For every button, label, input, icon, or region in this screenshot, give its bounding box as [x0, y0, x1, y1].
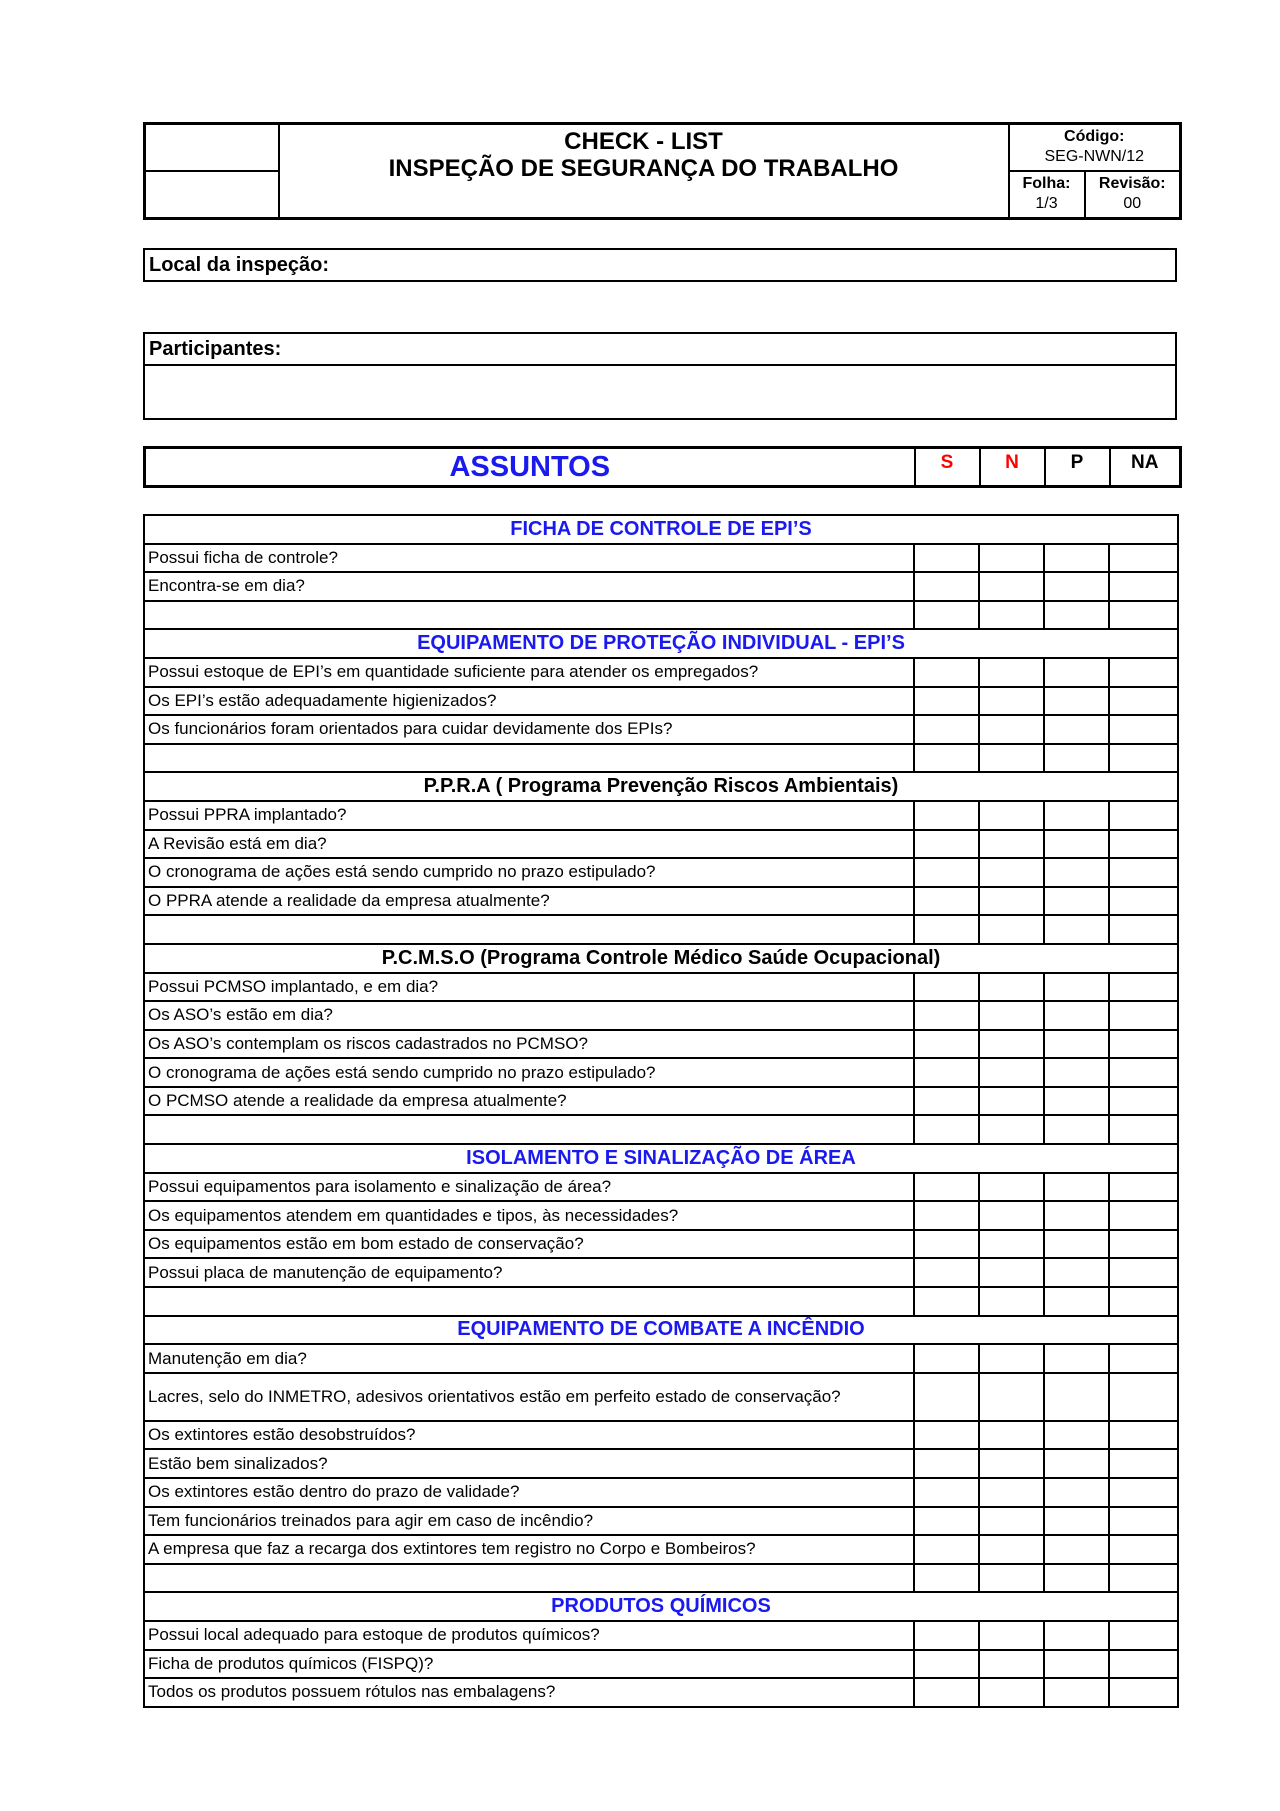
answer-cell-na[interactable]: [1109, 1373, 1178, 1421]
answer-cell-na[interactable]: [1109, 658, 1178, 687]
question-text: Os ASO’s estão em dia?: [144, 1001, 914, 1030]
assuntos-title: ASSUNTOS: [145, 448, 915, 487]
checklist-row: [144, 1507, 1178, 1536]
checklist-row: [144, 1058, 1178, 1087]
question-text: Ficha de produtos químicos (FISPQ)?: [144, 1650, 914, 1679]
assuntos-header: [143, 446, 1182, 488]
answer-cell-n[interactable]: [979, 973, 1044, 1002]
answer-cell-p[interactable]: [1044, 973, 1109, 1002]
checklist-row: [144, 801, 1178, 830]
answer-cell-p[interactable]: [1044, 1507, 1109, 1536]
question-text: Manutenção em dia?: [144, 1344, 914, 1373]
answer-cell-p: [1044, 744, 1109, 773]
answer-cell-p[interactable]: [1044, 1173, 1109, 1202]
answer-cell-n[interactable]: [979, 801, 1044, 830]
answer-cell-n: [979, 1115, 1044, 1144]
answer-cell-na[interactable]: [1109, 1030, 1178, 1059]
question-text: Estão bem sinalizados?: [144, 1449, 914, 1478]
answer-cell-p[interactable]: [1044, 1201, 1109, 1230]
checklist-row: [144, 1087, 1178, 1116]
answer-cell-s[interactable]: [914, 1421, 979, 1450]
answer-cell-n[interactable]: [979, 1621, 1044, 1650]
answer-cell-s: [914, 915, 979, 944]
section-header: [144, 944, 1178, 973]
question-text: Os ASO’s contemplam os riscos cadastrados no PCMSO?: [144, 1030, 914, 1059]
checklist-row: [144, 1449, 1178, 1478]
column-na: NA: [1110, 448, 1181, 487]
blank-cell: [144, 1287, 914, 1316]
answer-cell-p[interactable]: [1044, 801, 1109, 830]
answer-cell-p[interactable]: [1044, 658, 1109, 687]
question-text: Possui local adequado para estoque de produtos químicos?: [144, 1621, 914, 1650]
answer-cell-p: [1044, 1287, 1109, 1316]
answer-cell-n[interactable]: [979, 658, 1044, 687]
answer-cell-na[interactable]: [1109, 1421, 1178, 1450]
blank-cell: [144, 1115, 914, 1144]
answer-cell-p[interactable]: [1044, 1230, 1109, 1259]
checklist-table: [143, 514, 1179, 1708]
answer-cell-s[interactable]: [914, 1201, 979, 1230]
answer-cell-p[interactable]: [1044, 887, 1109, 916]
answer-cell-n[interactable]: [979, 1230, 1044, 1259]
answer-cell-p: [1044, 601, 1109, 630]
answer-cell-p[interactable]: [1044, 715, 1109, 744]
answer-cell-na[interactable]: [1109, 830, 1178, 859]
answer-cell-na[interactable]: [1109, 1058, 1178, 1087]
answer-cell-n[interactable]: [979, 887, 1044, 916]
checklist-row: [144, 1678, 1178, 1707]
answer-cell-s[interactable]: [914, 544, 979, 573]
answer-cell-n: [979, 1564, 1044, 1593]
question-text: Encontra-se em dia?: [144, 572, 914, 601]
checklist-row: [144, 1373, 1178, 1421]
local-inspecao-label: Local da inspeção:: [149, 254, 330, 276]
answer-cell-s[interactable]: [914, 572, 979, 601]
checklist-row: [144, 1030, 1178, 1059]
answer-cell-na[interactable]: [1109, 544, 1178, 573]
answer-cell-s[interactable]: [914, 1507, 979, 1536]
answer-cell-s: [914, 1115, 979, 1144]
answer-cell-p: [1044, 1115, 1109, 1144]
answer-cell-na: [1109, 1287, 1178, 1316]
title-cell: [279, 124, 1009, 182]
question-text: Os EPI’s estão adequadamente higienizados?: [144, 687, 914, 716]
blank-cell: [144, 601, 914, 630]
participantes-header: [145, 334, 1175, 366]
document-header: [143, 122, 1182, 220]
blank-row: [144, 915, 1178, 944]
answer-cell-n[interactable]: [979, 687, 1044, 716]
answer-cell-na: [1109, 1564, 1178, 1593]
answer-cell-n: [979, 744, 1044, 773]
answer-cell-s[interactable]: [914, 1058, 979, 1087]
checklist-row: [144, 1421, 1178, 1450]
checklist-row: [144, 1478, 1178, 1507]
answer-cell-s[interactable]: [914, 1535, 979, 1564]
question-text: O cronograma de ações está sendo cumprido no prazo estipulado?: [144, 858, 914, 887]
question-text: O PPRA atende a realidade da empresa atualmente?: [144, 887, 914, 916]
answer-cell-n[interactable]: [979, 830, 1044, 859]
answer-cell-s[interactable]: [914, 1258, 979, 1287]
document-subtitle: INSPEÇÃO DE SEGURANÇA DO TRABALHO: [388, 155, 899, 182]
answer-cell-na[interactable]: [1109, 1344, 1178, 1373]
answer-cell-na[interactable]: [1109, 1173, 1178, 1202]
checklist-row: [144, 1621, 1178, 1650]
answer-cell-s: [914, 1564, 979, 1593]
answer-cell-na[interactable]: [1109, 1621, 1178, 1650]
section-title: FICHA DE CONTROLE DE EPI’S: [144, 515, 1178, 544]
blank-row: [144, 1564, 1178, 1593]
answer-cell-na[interactable]: [1109, 1650, 1178, 1679]
answer-cell-p[interactable]: [1044, 687, 1109, 716]
answer-cell-n: [979, 915, 1044, 944]
answer-cell-p[interactable]: [1044, 1001, 1109, 1030]
column-n: N: [980, 448, 1045, 487]
answer-cell-n[interactable]: [979, 1001, 1044, 1030]
section-header: [144, 1316, 1178, 1345]
checklist-row: [144, 1201, 1178, 1230]
column-p: P: [1045, 448, 1110, 487]
answer-cell-s[interactable]: [914, 973, 979, 1002]
folha-value: 1/3: [1035, 195, 1058, 213]
section-header: [144, 1144, 1178, 1173]
section-title: EQUIPAMENTO DE COMBATE A INCÊNDIO: [144, 1316, 1178, 1345]
answer-cell-n[interactable]: [979, 1373, 1044, 1421]
answer-cell-p[interactable]: [1044, 1058, 1109, 1087]
answer-cell-p[interactable]: [1044, 544, 1109, 573]
question-text: Os extintores estão dentro do prazo de validade?: [144, 1478, 914, 1507]
blank-row: [144, 1287, 1178, 1316]
codigo-cell: [1009, 124, 1181, 171]
participantes-box[interactable]: [143, 332, 1177, 420]
answer-cell-n[interactable]: [979, 1678, 1044, 1707]
question-text: O cronograma de ações está sendo cumprido no prazo estipulado?: [144, 1058, 914, 1087]
blank-cell: [144, 744, 914, 773]
answer-cell-s[interactable]: [914, 1621, 979, 1650]
answer-cell-s[interactable]: [914, 1373, 979, 1421]
folha-label: Folha:: [1022, 175, 1071, 193]
blank-cell: [144, 915, 914, 944]
answer-cell-n[interactable]: [979, 1173, 1044, 1202]
answer-cell-p[interactable]: [1044, 1087, 1109, 1116]
question-text: Possui PPRA implantado?: [144, 801, 914, 830]
answer-cell-s[interactable]: [914, 1087, 979, 1116]
checklist-row: [144, 572, 1178, 601]
answer-cell-na[interactable]: [1109, 1201, 1178, 1230]
answer-cell-s[interactable]: [914, 858, 979, 887]
answer-cell-p[interactable]: [1044, 830, 1109, 859]
checklist-row: [144, 1650, 1178, 1679]
section-title: PRODUTOS QUÍMICOS: [144, 1592, 1178, 1621]
answer-cell-na[interactable]: [1109, 1258, 1178, 1287]
answer-cell-na[interactable]: [1109, 715, 1178, 744]
answer-cell-n[interactable]: [979, 715, 1044, 744]
answer-cell-s[interactable]: [914, 1173, 979, 1202]
answer-cell-p[interactable]: [1044, 572, 1109, 601]
question-text: Lacres, selo do INMETRO, adesivos orientativos estão em perfeito estado de conservação?: [144, 1373, 914, 1421]
checklist-row: [144, 973, 1178, 1002]
answer-cell-s[interactable]: [914, 1678, 979, 1707]
answer-cell-na[interactable]: [1109, 1087, 1178, 1116]
revisao-value: 00: [1123, 195, 1142, 213]
answer-cell-n[interactable]: [979, 1449, 1044, 1478]
blank-cell: [144, 1564, 914, 1593]
checklist-row: [144, 1001, 1178, 1030]
answer-cell-n[interactable]: [979, 1650, 1044, 1679]
question-text: Os extintores estão desobstruídos?: [144, 1421, 914, 1450]
section-header: [144, 515, 1178, 544]
question-text: Possui ficha de controle?: [144, 544, 914, 573]
question-text: Os equipamentos atendem em quantidades e tipos, às necessidades?: [144, 1201, 914, 1230]
checklist-row: [144, 687, 1178, 716]
answer-cell-s[interactable]: [914, 1478, 979, 1507]
blank-row: [144, 744, 1178, 773]
answer-cell-p: [1044, 915, 1109, 944]
answer-cell-s[interactable]: [914, 887, 979, 916]
checklist-row: [144, 887, 1178, 916]
answer-cell-n[interactable]: [979, 1201, 1044, 1230]
section-title: P.C.M.S.O (Programa Controle Médico Saúde Ocupacional): [144, 944, 1178, 973]
answer-cell-s: [914, 744, 979, 773]
question-text: Os funcionários foram orientados para cuidar devidamente dos EPIs?: [144, 715, 914, 744]
local-inspecao-box[interactable]: [143, 248, 1177, 282]
answer-cell-p[interactable]: [1044, 1650, 1109, 1679]
answer-cell-na[interactable]: [1109, 1507, 1178, 1536]
question-text: Possui estoque de EPI’s em quantidade suficiente para atender os empregados?: [144, 658, 914, 687]
checklist-row: [144, 1173, 1178, 1202]
section-title: P.P.R.A ( Programa Prevenção Riscos Ambientais): [144, 772, 1178, 801]
participantes-label: Participantes:: [149, 338, 282, 360]
checklist-row: [144, 830, 1178, 859]
codigo-label: Código:: [1064, 128, 1125, 146]
question-text: Todos os produtos possuem rótulos nas embalagens?: [144, 1678, 914, 1707]
checklist-row: [144, 544, 1178, 573]
answer-cell-na[interactable]: [1109, 1478, 1178, 1507]
answer-cell-n[interactable]: [979, 1535, 1044, 1564]
blank-row: [144, 601, 1178, 630]
answer-cell-na: [1109, 601, 1178, 630]
section-title: ISOLAMENTO E SINALIZAÇÃO DE ÁREA: [144, 1144, 1178, 1173]
question-text: Tem funcionários treinados para agir em caso de incêndio?: [144, 1507, 914, 1536]
question-text: O PCMSO atende a realidade da empresa atualmente?: [144, 1087, 914, 1116]
answer-cell-na[interactable]: [1109, 572, 1178, 601]
checklist-row: [144, 1258, 1178, 1287]
section-header: [144, 772, 1178, 801]
answer-cell-s[interactable]: [914, 658, 979, 687]
answer-cell-p[interactable]: [1044, 1621, 1109, 1650]
answer-cell-na[interactable]: [1109, 1001, 1178, 1030]
answer-cell-na[interactable]: [1109, 1230, 1178, 1259]
question-text: Possui PCMSO implantado, e em dia?: [144, 973, 914, 1002]
answer-cell-s[interactable]: [914, 1230, 979, 1259]
checklist-row: [144, 858, 1178, 887]
question-text: Possui placa de manutenção de equipamento?: [144, 1258, 914, 1287]
folha-cell: [1009, 171, 1085, 219]
answer-cell-n: [979, 601, 1044, 630]
answer-cell-s[interactable]: [914, 830, 979, 859]
answer-cell-p[interactable]: [1044, 1258, 1109, 1287]
answer-cell-p[interactable]: [1044, 1535, 1109, 1564]
answer-cell-s[interactable]: [914, 1449, 979, 1478]
answer-cell-n[interactable]: [979, 1087, 1044, 1116]
blank-row: [144, 1115, 1178, 1144]
answer-cell-na: [1109, 1115, 1178, 1144]
answer-cell-na[interactable]: [1109, 687, 1178, 716]
question-text: A empresa que faz a recarga dos extintores tem registro no Corpo e Bombeiros?: [144, 1535, 914, 1564]
answer-cell-p[interactable]: [1044, 858, 1109, 887]
answer-cell-p[interactable]: [1044, 1478, 1109, 1507]
answer-cell-s[interactable]: [914, 1001, 979, 1030]
checklist-row: [144, 1535, 1178, 1564]
section-header: [144, 1592, 1178, 1621]
answer-cell-n[interactable]: [979, 858, 1044, 887]
answer-cell-na[interactable]: [1109, 1535, 1178, 1564]
answer-cell-p[interactable]: [1044, 1373, 1109, 1421]
answer-cell-n[interactable]: [979, 1421, 1044, 1450]
document-title: CHECK - LIST: [564, 128, 723, 155]
logo-cell: [145, 124, 279, 171]
codigo-value: SEG-NWN/12: [1044, 148, 1145, 166]
answer-cell-p[interactable]: [1044, 1421, 1109, 1450]
revisao-cell: [1085, 171, 1181, 219]
logo-cell-lower: [145, 171, 279, 219]
answer-cell-s[interactable]: [914, 801, 979, 830]
answer-cell-s[interactable]: [914, 1030, 979, 1059]
answer-cell-na[interactable]: [1109, 887, 1178, 916]
answer-cell-n[interactable]: [979, 1258, 1044, 1287]
answer-cell-p[interactable]: [1044, 1030, 1109, 1059]
answer-cell-n[interactable]: [979, 1507, 1044, 1536]
answer-cell-n[interactable]: [979, 1058, 1044, 1087]
question-text: Os equipamentos estão em bom estado de conservação?: [144, 1230, 914, 1259]
question-text: A Revisão está em dia?: [144, 830, 914, 859]
answer-cell-s[interactable]: [914, 1344, 979, 1373]
answer-cell-na[interactable]: [1109, 973, 1178, 1002]
question-text: Possui equipamentos para isolamento e sinalização de área?: [144, 1173, 914, 1202]
checklist-row: [144, 1344, 1178, 1373]
answer-cell-n[interactable]: [979, 1030, 1044, 1059]
answer-cell-p[interactable]: [1044, 1449, 1109, 1478]
answer-cell-na[interactable]: [1109, 1449, 1178, 1478]
answer-cell-p[interactable]: [1044, 1678, 1109, 1707]
answer-cell-na[interactable]: [1109, 1678, 1178, 1707]
answer-cell-na[interactable]: [1109, 801, 1178, 830]
revisao-label: Revisão:: [1098, 175, 1166, 193]
checklist-row: [144, 715, 1178, 744]
section-header: [144, 629, 1178, 658]
checklist-row: [144, 658, 1178, 687]
answer-cell-n[interactable]: [979, 1344, 1044, 1373]
answer-cell-s[interactable]: [914, 687, 979, 716]
answer-cell-n[interactable]: [979, 544, 1044, 573]
column-s: S: [915, 448, 980, 487]
answer-cell-s: [914, 601, 979, 630]
answer-cell-na: [1109, 915, 1178, 944]
section-title: EQUIPAMENTO DE PROTEÇÃO INDIVIDUAL - EPI’S: [144, 629, 1178, 658]
answer-cell-na: [1109, 744, 1178, 773]
answer-cell-s: [914, 1287, 979, 1316]
answer-cell-na[interactable]: [1109, 858, 1178, 887]
answer-cell-s[interactable]: [914, 1650, 979, 1679]
answer-cell-n[interactable]: [979, 1478, 1044, 1507]
answer-cell-s[interactable]: [914, 715, 979, 744]
answer-cell-p[interactable]: [1044, 1344, 1109, 1373]
answer-cell-n[interactable]: [979, 572, 1044, 601]
answer-cell-p: [1044, 1564, 1109, 1593]
checklist-row: [144, 1230, 1178, 1259]
answer-cell-n: [979, 1287, 1044, 1316]
